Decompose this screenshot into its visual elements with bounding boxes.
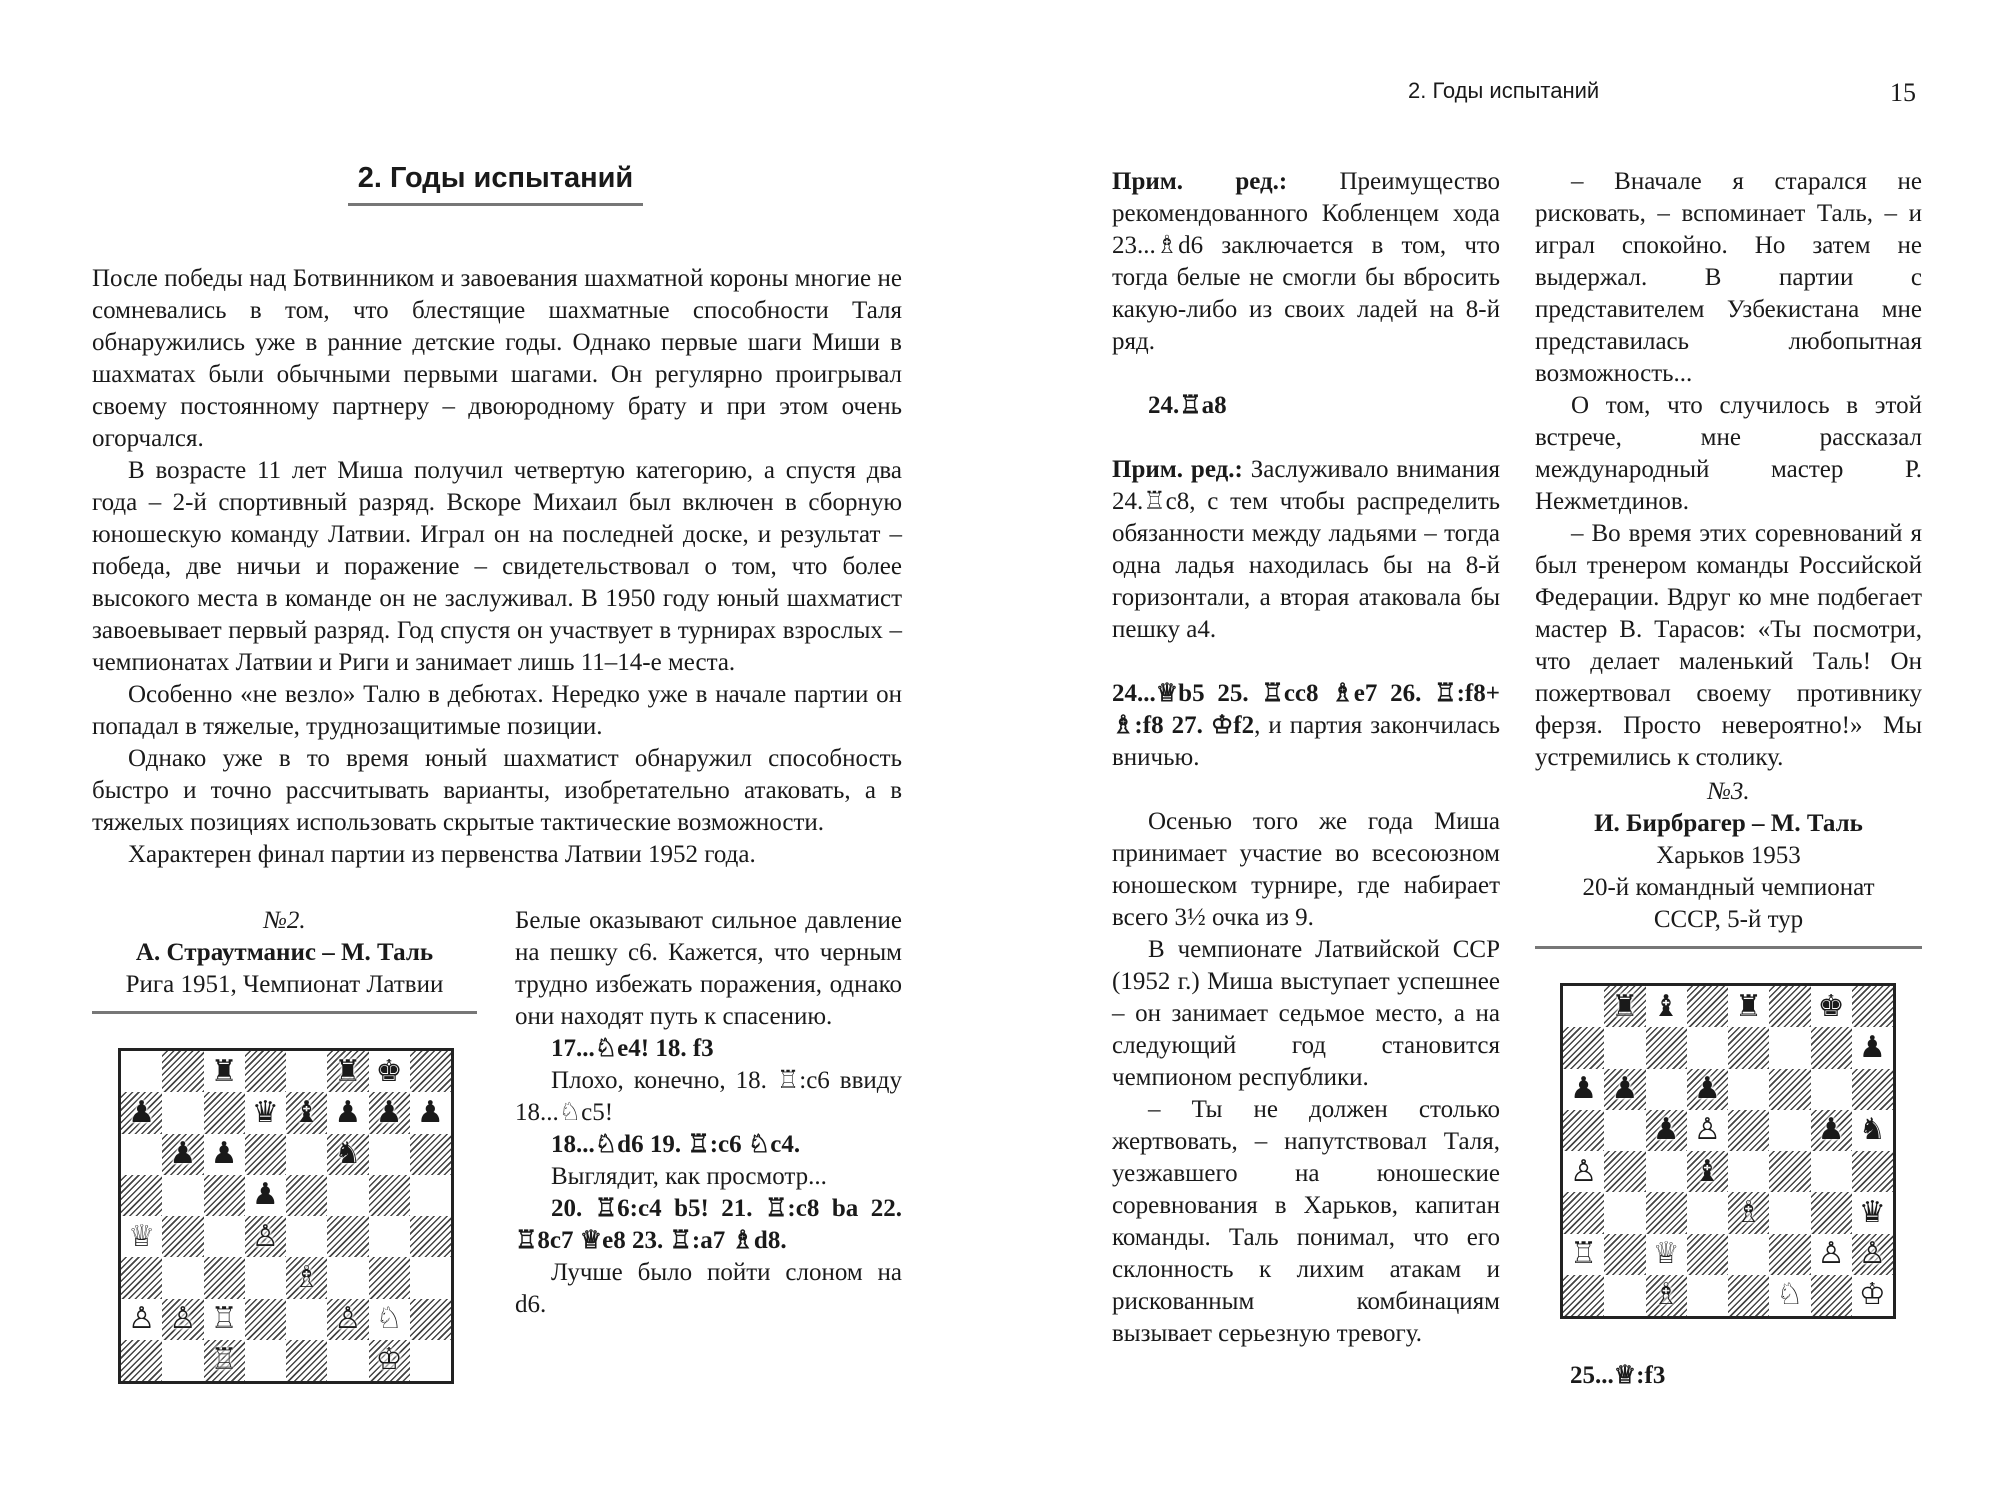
board-square [410, 1299, 451, 1340]
board-square [1563, 1275, 1604, 1316]
board-square [245, 1216, 286, 1257]
black-rook-icon: ♜ [1611, 988, 1639, 1024]
game2-rule [92, 1011, 477, 1014]
game3-header [1535, 776, 1922, 936]
board-square [327, 1051, 368, 1092]
board-square [369, 1257, 410, 1298]
game2-header [92, 905, 477, 1001]
board-square [1811, 986, 1852, 1027]
black-pawn-icon: ♟ [1570, 1071, 1598, 1107]
board-square [1728, 1275, 1769, 1316]
board-square [162, 1092, 203, 1133]
black-pawn-icon: ♟ [1693, 1071, 1721, 1107]
game3-move-after: 25...♕:f3 [1570, 1362, 1666, 1389]
board-square [204, 1051, 245, 1092]
board-square [1646, 1192, 1687, 1233]
board-square [1563, 1192, 1604, 1233]
board-square [1769, 1110, 1810, 1151]
commentary-line: Белые оказывают сильное давление на пешку c6. Кажется, что черным трудно избежать поражения, однако они находят путь к спасению. [515, 907, 902, 1030]
black-pawn-icon: ♟ [1858, 1029, 1886, 1065]
board-square [204, 1216, 245, 1257]
white-queen-icon: ♕ [1652, 1236, 1680, 1272]
paragraph: – Вначале я старался не рисковать, – вспоминает Таль, – и играл спокойно. Но затем не выдержал. В партии с представителем Узбекистана мне представилась любопытная возможность... [1535, 168, 1922, 387]
board-square [245, 1299, 286, 1340]
board-square [1646, 1275, 1687, 1316]
board-square [1563, 1234, 1604, 1275]
game2-chessboard [118, 1048, 454, 1384]
board-square [121, 1175, 162, 1216]
board-square [286, 1051, 327, 1092]
board-square [162, 1134, 203, 1175]
board-square [1728, 1027, 1769, 1068]
board-square [286, 1299, 327, 1340]
board-square [1852, 1110, 1893, 1151]
black-rook-icon: ♜ [334, 1053, 362, 1089]
board-square [1811, 1151, 1852, 1192]
board-square [1604, 1151, 1645, 1192]
board-square [1769, 1275, 1810, 1316]
board-square [410, 1134, 451, 1175]
board-square [1852, 1069, 1893, 1110]
white-knight-icon: ♘ [1776, 1277, 1804, 1313]
black-king-icon: ♚ [375, 1053, 403, 1089]
black-pawn-icon: ♟ [1611, 1071, 1639, 1107]
board-square [327, 1134, 368, 1175]
white-pawn-icon: ♙ [128, 1301, 156, 1337]
board-square [1811, 1069, 1852, 1110]
board-square [162, 1216, 203, 1257]
board-square [1811, 1234, 1852, 1275]
board-square [1687, 1275, 1728, 1316]
board-square [1646, 1027, 1687, 1068]
board-square [286, 1134, 327, 1175]
game3-number: №3. [1707, 778, 1750, 805]
board-square [1769, 1192, 1810, 1233]
board-square [121, 1134, 162, 1175]
white-pawn-icon: ♙ [251, 1218, 279, 1254]
chapter-title: 2. Годы испытаний [348, 162, 643, 206]
board-square [1687, 986, 1728, 1027]
board-square [121, 1051, 162, 1092]
black-pawn-icon: ♟ [416, 1094, 444, 1130]
board-square [121, 1257, 162, 1298]
board-square [1646, 1110, 1687, 1151]
black-pawn-icon: ♟ [169, 1136, 197, 1172]
board-square [369, 1340, 410, 1381]
board-square [327, 1175, 368, 1216]
board-square [204, 1299, 245, 1340]
board-square [1769, 986, 1810, 1027]
board-square [1728, 1151, 1769, 1192]
game3-event-line1: Харьков 1953 [1656, 842, 1801, 869]
move-result: , и партия закончилась вничью. [1112, 712, 1500, 771]
editor-note-text: Преимущество рекомендованного Кобленцем хода 23...♗d6 заключается в том, что тогда белые не смогли бы вбросить какую-либо из своих ладей на 8-й ряд. [1112, 168, 1500, 355]
board-square [1563, 1069, 1604, 1110]
paragraph: Однако уже в то время юный шахматист обнаружил способность быстро и точно рассчитывать варианты, изобретательно атаковать, а в тяжелых позициях использовать скрытые тактические возможности. [92, 745, 902, 836]
board-square [204, 1092, 245, 1133]
running-header-title: 2. Годы испытаний [1408, 78, 1600, 103]
board-square [410, 1340, 451, 1381]
board-square [162, 1175, 203, 1216]
board-square [327, 1299, 368, 1340]
paragraph: После победы над Ботвинником и завоевания шахматной короны многие не сомневались в том, что блестящие шахматные способности Таля обнаружились уже в ранние детские годы. Однако первые шаги Миши в шахматах были обычными первыми шагами. Он регулярно проигрывал своему постоянному партнеру – двоюродному брату и при этом очень огорчался. [92, 265, 902, 452]
board-square [245, 1175, 286, 1216]
board-square [1811, 1027, 1852, 1068]
board-square [121, 1299, 162, 1340]
board-square [1769, 1151, 1810, 1192]
page-number: 15 [1890, 78, 1916, 107]
editor-note-text: Заслуживало внимания 24.♖c8, с тем чтобы распределить обязанности между ладьями – тогда одна ладья находилась бы на 8-й горизонтали, а вторая атаковала бы пешку a4. [1112, 456, 1500, 643]
white-bishop-icon: ♗ [1652, 1277, 1680, 1313]
board-square [1604, 1192, 1645, 1233]
paragraph: В чемпионате Латвийской ССР (1952 г.) Миша выступает успешнее – он занимает седьмое место, а на следующий год становится чемпионом республики. [1112, 936, 1500, 1091]
black-pawn-icon: ♟ [128, 1094, 156, 1130]
board-square [1604, 1027, 1645, 1068]
board-square [1728, 1110, 1769, 1151]
white-bishop-icon: ♗ [293, 1259, 321, 1295]
board-square [410, 1257, 451, 1298]
right-column-text [1535, 166, 1922, 774]
board-square [1687, 1234, 1728, 1275]
move-line: 18...♘d6 19. ♖:c6 ♘c4. [551, 1131, 801, 1158]
board-square [245, 1340, 286, 1381]
black-knight-icon: ♞ [1858, 1112, 1886, 1148]
board-square [121, 1340, 162, 1381]
board-square [1646, 1151, 1687, 1192]
board-square [1563, 986, 1604, 1027]
black-queen-icon: ♛ [1858, 1194, 1886, 1230]
board-square [410, 1092, 451, 1133]
board-square [327, 1092, 368, 1133]
board-square [327, 1216, 368, 1257]
board-square [1687, 1110, 1728, 1151]
board-square [369, 1051, 410, 1092]
black-pawn-icon: ♟ [251, 1177, 279, 1213]
black-bishop-icon: ♝ [1652, 988, 1680, 1024]
board-square [245, 1051, 286, 1092]
board-square [204, 1257, 245, 1298]
board-square [369, 1175, 410, 1216]
board-square [410, 1051, 451, 1092]
paragraph: – Во время этих соревнований я был тренером команды Российской Федерации. Вдруг ко мне подбегает мастер В. Тарасов: «Ты посмотри, что делает маленький Таль! Он пожертвовал своему противнику ферзя. Просто невероятно!» Мы устремились к столику. [1535, 520, 1922, 771]
white-king-icon: ♔ [1858, 1277, 1886, 1313]
board-square [121, 1092, 162, 1133]
board-square [245, 1092, 286, 1133]
board-square [1811, 1275, 1852, 1316]
board-square [204, 1134, 245, 1175]
board-square [1646, 1069, 1687, 1110]
black-queen-icon: ♛ [251, 1094, 279, 1130]
black-king-icon: ♚ [1817, 988, 1845, 1024]
board-square [1728, 1234, 1769, 1275]
board-square [1563, 1151, 1604, 1192]
board-square [1769, 1069, 1810, 1110]
white-pawn-icon: ♙ [1817, 1236, 1845, 1272]
board-square [1728, 1192, 1769, 1233]
board-square [1811, 1192, 1852, 1233]
board-square [286, 1340, 327, 1381]
move-line: 24.♖a8 [1148, 392, 1227, 419]
board-square [121, 1216, 162, 1257]
board-square [1687, 1192, 1728, 1233]
board-square [162, 1299, 203, 1340]
black-rook-icon: ♜ [1735, 988, 1763, 1024]
board-square [1604, 1234, 1645, 1275]
board-square [1646, 1234, 1687, 1275]
board-square [369, 1134, 410, 1175]
board-square [1852, 986, 1893, 1027]
black-rook-icon: ♜ [210, 1053, 238, 1089]
black-bishop-icon: ♝ [293, 1094, 321, 1130]
board-square [162, 1257, 203, 1298]
game2-commentary [515, 905, 902, 1321]
board-square [1563, 1110, 1604, 1151]
board-square [369, 1092, 410, 1133]
game3-event-line3: СССР, 5-й тур [1653, 906, 1804, 933]
middle-column-text [1112, 166, 1500, 1350]
paragraph: О том, что случилось в этой встрече, мне рассказал международный мастер Р. Нежметдинов. [1535, 392, 1922, 515]
board-square [1604, 986, 1645, 1027]
board-square [1852, 1027, 1893, 1068]
paragraph: Осенью того же года Миша принимает участие во всесоюзном юношеском турнире, где набирает всего 3½ очка из 9. [1112, 808, 1500, 931]
white-rook-icon: ♖ [210, 1301, 238, 1337]
board-square [1811, 1110, 1852, 1151]
board-square [286, 1257, 327, 1298]
game3-rule [1535, 946, 1922, 949]
board-square [1852, 1234, 1893, 1275]
black-pawn-icon: ♟ [1652, 1112, 1680, 1148]
game2-event: Рига 1951, Чемпионат Латвии [125, 971, 444, 998]
board-square [410, 1175, 451, 1216]
board-square [1769, 1027, 1810, 1068]
board-square [1852, 1192, 1893, 1233]
board-square [286, 1216, 327, 1257]
board-square [1604, 1275, 1645, 1316]
editor-note-label: Прим. ред.: [1112, 456, 1243, 483]
white-king-icon: ♔ [375, 1342, 403, 1378]
commentary-line: Выглядит, как просмотр... [551, 1163, 827, 1190]
board-square [1769, 1234, 1810, 1275]
white-rook-icon: ♖ [210, 1342, 238, 1378]
white-pawn-icon: ♙ [1858, 1236, 1886, 1272]
move-sequence: 24...♕b5 25. ♖cc8 ♗e7 26. ♖:f8+ ♗:f8 27. ♔f2 [1112, 680, 1500, 739]
board-square [1852, 1275, 1893, 1316]
board-square [1852, 1151, 1893, 1192]
commentary-line: Лучше было пойти слоном на d6. [515, 1259, 902, 1318]
black-knight-icon: ♞ [334, 1136, 362, 1172]
board-square [1604, 1069, 1645, 1110]
board-square [162, 1051, 203, 1092]
board-square [245, 1257, 286, 1298]
board-square [369, 1299, 410, 1340]
white-pawn-icon: ♙ [1570, 1153, 1598, 1189]
left-column-text [92, 263, 902, 871]
white-pawn-icon: ♙ [169, 1301, 197, 1337]
white-bishop-icon: ♗ [1735, 1194, 1763, 1230]
game3-event-line2: 20-й командный чемпионат [1582, 874, 1875, 901]
paragraph: В возрасте 11 лет Миша получил четвертую категорию, а спустя два года – 2-й спортивный разряд. Вскоре Михаил был включен в сборную юношескую команду Латвии. Играл он на последней доске, и результат – победа, две ничьи и поражение – свидетельствовал о том, что более высокого места в команде он не заслуживал. В 1950 году юный шахматист завоевывает первый разряд. Год спустя он участвует в турнирах взрослых – чемпионатах Латвии и Риги и занимает лишь 11–14-е места. [92, 457, 902, 676]
board-square [1728, 986, 1769, 1027]
paragraph: – Ты не должен столько жертвовать, – напутствовал Таля, уезжавшего на юношеские соревнования в Харьков, капитан команды. Таль понимал, что его склонность к лихим атакам и рискованным комбинациям вызывает серьезную тревогу. [1112, 1096, 1500, 1347]
move-line: 20. ♖6:c4 b5! 21. ♖:c8 ba 22. ♖8c7 ♕e8 23. ♖:a7 ♗d8. [515, 1195, 902, 1254]
white-queen-icon: ♕ [128, 1218, 156, 1254]
board-square [1687, 1027, 1728, 1068]
white-rook-icon: ♖ [1570, 1236, 1598, 1272]
black-pawn-icon: ♟ [1817, 1112, 1845, 1148]
board-square [1563, 1027, 1604, 1068]
black-bishop-icon: ♝ [1693, 1153, 1721, 1189]
board-square [327, 1340, 368, 1381]
board-square [286, 1175, 327, 1216]
game3-players: И. Бирбрагер – М. Таль [1594, 810, 1863, 837]
board-square [204, 1340, 245, 1381]
game3-chessboard [1560, 983, 1896, 1319]
board-square [327, 1257, 368, 1298]
board-square [410, 1216, 451, 1257]
move-line: 17...♘e4! 18. f3 [551, 1035, 714, 1062]
white-pawn-icon: ♙ [1693, 1112, 1721, 1148]
game2-players: А. Страутманис – М. Таль [135, 939, 434, 966]
white-knight-icon: ♘ [375, 1301, 403, 1337]
middle-block [1112, 166, 1500, 358]
editor-note-label: Прим. ред.: [1112, 168, 1288, 195]
board-square [245, 1134, 286, 1175]
board-square [1687, 1151, 1728, 1192]
board-square [286, 1092, 327, 1133]
board-square [1687, 1069, 1728, 1110]
commentary-line: Плохо, конечно, 18. ♖:c6 ввиду 18...♘c5! [515, 1067, 902, 1126]
middle-block [1112, 678, 1500, 774]
paragraph: Характерен финал партии из первенства Латвии 1952 года. [128, 841, 756, 868]
game2-number: №2. [263, 907, 306, 934]
black-pawn-icon: ♟ [210, 1136, 238, 1172]
board-square [369, 1216, 410, 1257]
board-square [1604, 1110, 1645, 1151]
board-square [204, 1175, 245, 1216]
board-square [1646, 986, 1687, 1027]
black-pawn-icon: ♟ [375, 1094, 403, 1130]
paragraph: Особенно «не везло» Талю в дебютах. Нередко уже в начале партии он попадал в тяжелые, труднозащитимые позиции. [92, 681, 902, 740]
black-pawn-icon: ♟ [334, 1094, 362, 1130]
middle-block [1112, 454, 1500, 646]
white-pawn-icon: ♙ [334, 1301, 362, 1337]
board-square [162, 1340, 203, 1381]
board-square [1728, 1069, 1769, 1110]
